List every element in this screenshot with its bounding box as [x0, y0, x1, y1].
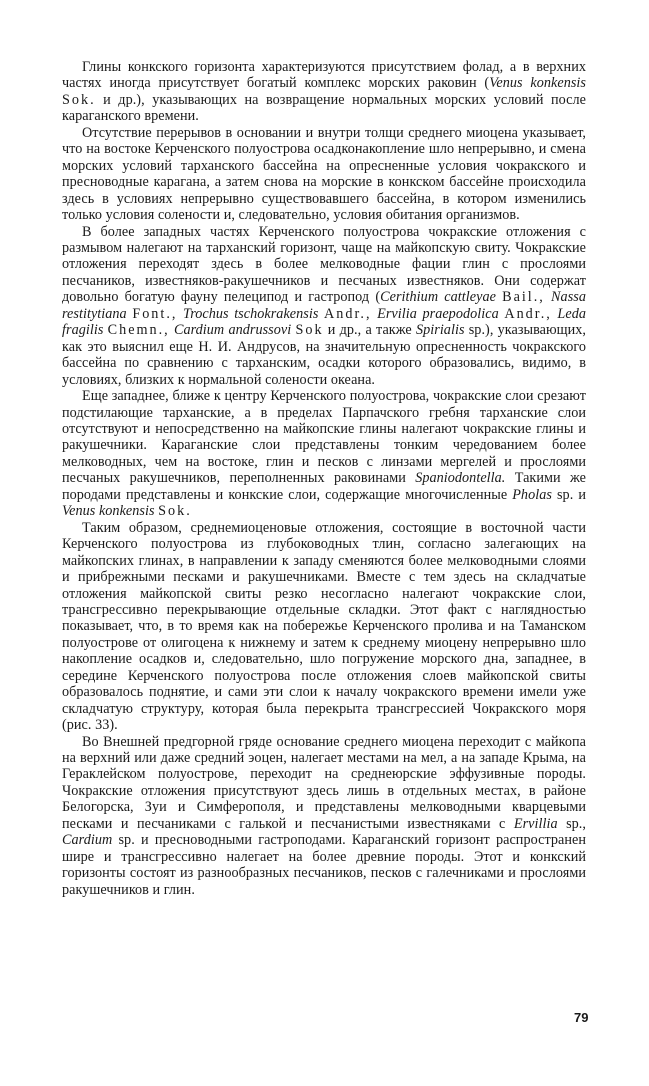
- paragraph-1: [62, 59, 586, 125]
- text-run: sp.), указывающих, как это выяснил еще Н. И. Андрусов, на значительную опресненность чокракского бассейна по сравнению с тарханским, осадки которого образовались, видимо, в условиях, близких к нормальной солености океана.: [62, 322, 587, 388]
- text-run: sp. и: [551, 486, 586, 503]
- text-run: В более западных частях Керченского полуострова чокракские отложения с размывом налегают на тарханский горизонт, чаще на майкопскую свиту. Чокракские отложения переходят здесь в более мелководные фации глин с прослоями песчаников, известняков-ракушечников и песчаных известняков. Они содержат довольно богатую фауну пелеципод и гастропод (: [62, 223, 586, 306]
- page-number: 79: [574, 1010, 589, 1025]
- taxon-name: Cerithium cattleyae: [380, 289, 496, 306]
- taxon-name: Pholas: [512, 486, 552, 503]
- text-run: Глины конкского горизонта характеризуются присутствием фолад, а в верхних частях иногда присутствует богатый комплекс морских раковин (: [62, 59, 586, 92]
- taxon-name: Leda fragilis: [62, 305, 586, 339]
- taxon-name: Cardium: [62, 832, 113, 849]
- taxon-name: Ervilia praepodolica: [377, 305, 499, 322]
- taxon-name: Ervillia: [513, 815, 558, 832]
- author-abbreviation: Chemn.,: [107, 322, 170, 339]
- text-run: и др.), указывающих на возвращение нормальных морских условий после караганского времени.: [62, 91, 586, 125]
- paragraph-2: [62, 125, 586, 224]
- author-abbreviation: Andr.,: [504, 305, 552, 322]
- author-abbreviation: Sok.: [62, 91, 96, 108]
- author-abbreviation: Andr.,: [324, 305, 372, 322]
- text-run: Такими же породами представлены и конкские слои, содержащие многочисленные: [62, 470, 586, 503]
- text-run: Еще западнее, ближе к центру Керченского полуострова, чокракские слои срезают подстилающие тарханские, а в пределах Парпачского гребня тарханские слои отсутствуют и непосредственно на майкопские глины налегают чокракские глины и ракушечники. Караганские слои представлены тонким чередованием более мелководных, чем на востоке, глин и песков с линзами мергелей и прослоями песчаных ракушечников, переполненных раковинами: [62, 388, 586, 487]
- taxon-name: Spaniodontella.: [415, 470, 506, 487]
- paragraph-5: [62, 520, 586, 734]
- author-abbreviation: Bail.,: [502, 289, 545, 306]
- text-run: Отсутствие перерывов в основании и внутри толщи среднего миоцена указывает, что на востоке Керченского полуострова осадконакопление шло непрерывно, и смена морских условий тарханского бассейна на опресненные условия чокракского и пресноводные карагана, а затем снова на морские в конкском бассейне происходила здесь в условиях непрерывно существовавшего бассейна, в котором изменились только условия солености и, следовательно, условия обитания организмов.: [62, 124, 586, 224]
- text-run: и др., а также: [323, 322, 416, 339]
- paragraph-3: [62, 224, 586, 389]
- taxon-name: Venus konkensis: [489, 75, 586, 92]
- page-body: [62, 59, 586, 898]
- taxon-name: Cardium andrussovi: [173, 322, 292, 339]
- author-abbreviation: Font.,: [132, 305, 178, 322]
- taxon-name: Nassa restitytiana: [62, 289, 586, 322]
- text-run: Таким образом, среднемиоценовые отложения, состоящие в восточной части Керченского полуострова из глубоководных тлин, согласно залегающих на майкопских глинах, в направлении к западу сменяются более мелководными слоями и прибрежными песками и ракушечниками. Вместе с тем здесь на складчатые отложения майкопской свиты резко несогласно налегают чокракские слои, трансгрессивно перекрывающие отдельные складки. Этот факт с наглядностью показывает, что, в то время как на побережье Керченского пролива и на Таманском полуострове от олигоцена к нижнему и затем к среднему миоцену непрерывно шло накопление осадков и, следовательно, шло погружение морского дна, западнее, в середине Керченского полуострова после отложения слоев майкопской свиты образовалось поднятие, и сами эти слои к началу чокракского времени имели уже складчатую структуру, которая была перекрыта трансгрессией Чокракского моря (рис. 33).: [62, 519, 586, 734]
- text-run: sp.,: [557, 815, 586, 832]
- paragraph-6: [62, 734, 586, 899]
- taxon-name: Trochus tschokrakensis: [183, 305, 319, 322]
- paragraph-4: [62, 388, 586, 520]
- taxon-name: Spirialis: [415, 322, 465, 339]
- text-run: Во Внешней предгорной гряде основание среднего миоцена переходит с майкопа на верхний или даже средний эоцен, налегает местами на мел, а на западе Крыма, на Гераклейском полуострове, переходит на среднеюрские эффузивные породы. Чокракские отложения присутствуют здесь лишь в отдельных местах, в районе Белогорска, Зуи и Симферополя, и представлены мелководными кварцевыми песками и песчаниками с галькой и песчанистыми известняками с: [62, 733, 586, 832]
- author-abbreviation: Sok.: [158, 503, 192, 520]
- author-abbreviation: Sok: [295, 322, 324, 339]
- text-run: sp. и пресноводными гастроподами. Караганский горизонт распространен шире и трансгрессивно налегает на более древние породы. Этот и конкский горизонты состоят из разнообразных песчаников, песков с галечниками и прослоями ракушечников и глин.: [62, 832, 586, 898]
- taxon-name: Venus konkensis: [62, 503, 155, 520]
